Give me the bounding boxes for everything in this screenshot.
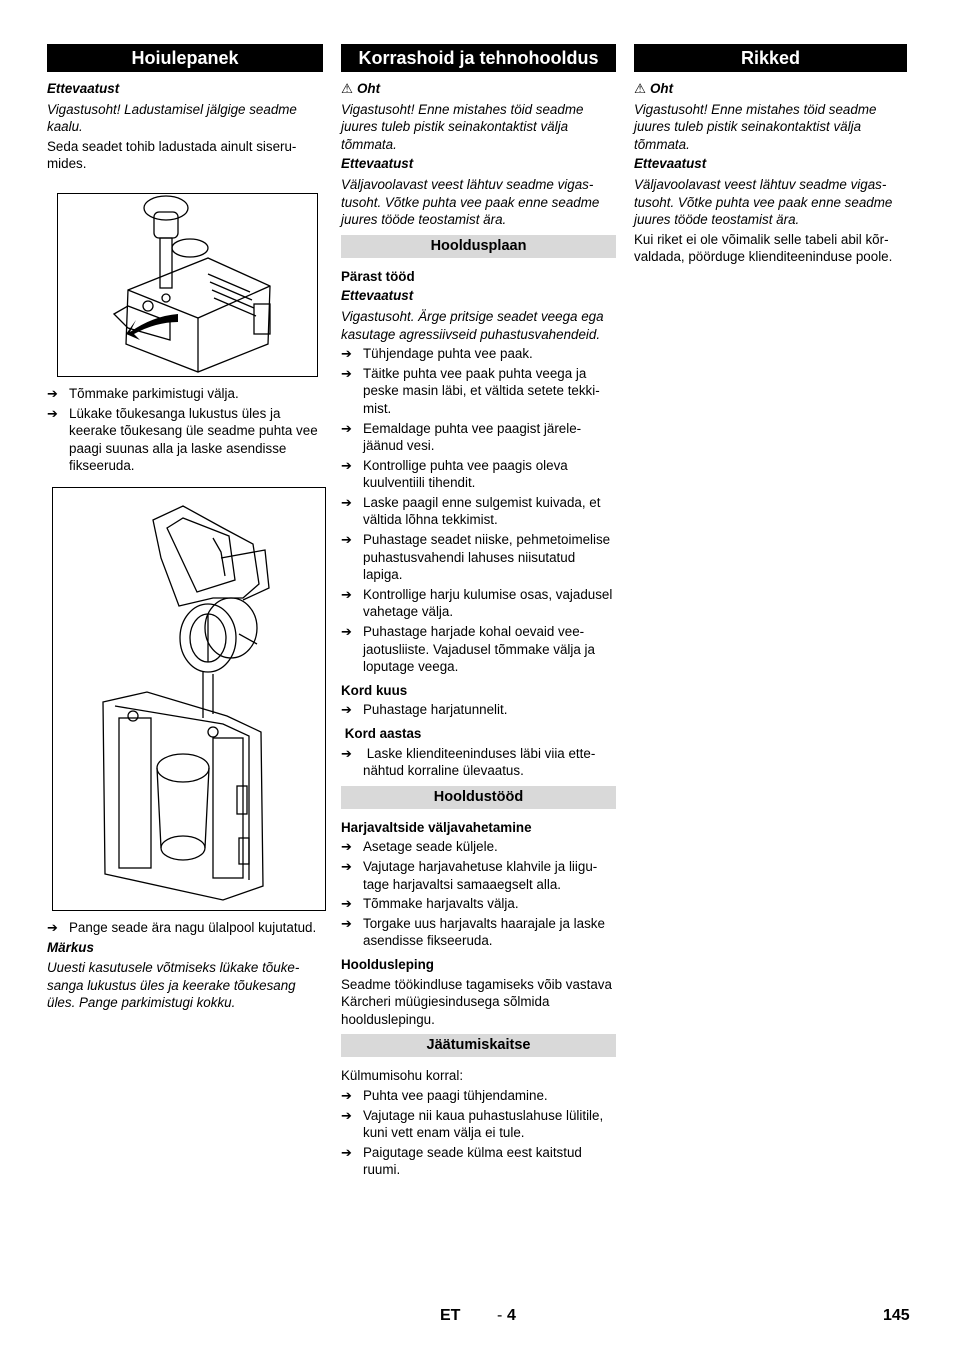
frost-intro: Külmumisohu korral: bbox=[341, 1068, 464, 1084]
arrow-right-icon: ➔ bbox=[341, 896, 352, 912]
frost-steps bbox=[341, 1087, 616, 1179]
after-work-label: Pärast tööd bbox=[341, 268, 415, 284]
illustration-machine-top bbox=[58, 194, 317, 376]
brush-change-label: Harjavaltside väljavahetamine bbox=[341, 819, 532, 835]
arrow-right-icon: ➔ bbox=[341, 1144, 352, 1160]
list-item: ➔ Eemaldage puhta vee paagist järelejäänud vesi. bbox=[341, 420, 582, 454]
arrow-right-icon: ➔ bbox=[47, 385, 58, 401]
section-heading-maintenance: Korrashoid ja tehnohooldus bbox=[341, 44, 616, 72]
list-item: ➔ Täitke puhta vee paak puhta veega ja peske masin läbi, et vältida setete tekkimist. bbox=[341, 365, 600, 416]
monthly-steps bbox=[341, 701, 616, 719]
arrow-right-icon: ➔ bbox=[341, 624, 352, 640]
list-item: ➔ Tõmmake harjavalts välja. bbox=[341, 896, 519, 912]
contract-label: Hooldusleping bbox=[341, 956, 434, 972]
fault-text: Kui riket ei ole võimalik selle tabeli abil kõrvaldada, pöörduge klienditeeninduse poole. bbox=[634, 231, 893, 265]
danger-text: Vigastusoht! Enne mistahes töid seadme juures tuleb pistik seinakontaktist välja tõmmata. bbox=[634, 101, 877, 152]
subheading-maintenance-work: Hooldustööd bbox=[341, 786, 616, 809]
note-text: Uuesti kasutusele võtmiseks lükake tõukesanga lukustus üles ja keerake tõukesang üles. Pange parkimistugi kokku. bbox=[47, 960, 300, 1011]
warning-triangle-icon: ⚠ bbox=[341, 81, 354, 96]
list-item: ➔ Pange seade ära nagu ülalpool kujutatud. bbox=[47, 919, 317, 935]
caution-text: Väljavoolavast veest lähtuv seadme vigastusoht. Võtke puhta vee paak enne seadme juures tööde teostamist ära. bbox=[634, 176, 893, 228]
arrow-right-icon: ➔ bbox=[341, 702, 352, 718]
column-storage bbox=[47, 44, 323, 1014]
danger-label: ⚠ Oht bbox=[634, 81, 674, 96]
footer-page-separator: - bbox=[497, 1307, 503, 1324]
storage-steps-list-2 bbox=[47, 919, 323, 937]
list-item: ➔ Paigutage seade külma eest kaitstud ruumi. bbox=[341, 1144, 582, 1178]
arrow-right-icon: ➔ bbox=[47, 919, 58, 935]
list-item: ➔ Asetage seade küljele. bbox=[341, 839, 498, 855]
section-heading-faults: Rikked bbox=[634, 44, 907, 72]
arrow-right-icon: ➔ bbox=[341, 457, 352, 473]
list-item: ➔ Laske paagil enne sulgemist kuivada, et vältida lõhna tekkimist. bbox=[341, 494, 601, 528]
list-item: ➔ Lükake tõukesanga lukustus üles ja keerake tõukesang üle seadme puhta vee paagi suunas alla ja laske asendisse fikseeruda. bbox=[47, 405, 318, 474]
list-item: ➔ Kontrollige harju kulumise osas, vajadusel vahetage välja. bbox=[341, 586, 613, 620]
warning-triangle-icon: ⚠ bbox=[634, 81, 647, 96]
column-faults bbox=[634, 44, 907, 268]
caution-text: Väljavoolavast veest lähtuv seadme vigastusoht. Võtke puhta vee paak enne seadme juures tööde teostamist ära. bbox=[341, 176, 600, 228]
contract-text: Seadme töökindluse tagamiseks võib vastava Kärcheri müügiesindusega sõlmida hoolduslepingu. bbox=[341, 976, 612, 1027]
note-label: Märkus bbox=[47, 939, 94, 955]
subheading-frost-protection: Jäätumiskaitse bbox=[341, 1034, 616, 1057]
arrow-right-icon: ➔ bbox=[341, 839, 352, 855]
after-caution-label: Ettevaatust bbox=[341, 288, 414, 304]
caution-label: Ettevaatust bbox=[47, 81, 120, 96]
list-item: ➔ Vajutage nii kaua puhastuslahuse lülitile, kuni vett enam välja ei tule. bbox=[341, 1107, 604, 1141]
list-item: ➔ Puhastage harjatunnelit. bbox=[341, 702, 508, 718]
arrow-right-icon: ➔ bbox=[341, 420, 352, 436]
figure-parking-support bbox=[57, 193, 318, 377]
arrow-right-icon: ➔ bbox=[341, 745, 352, 761]
yearly-label: Kord aastas bbox=[341, 726, 422, 741]
arrow-right-icon: ➔ bbox=[341, 1107, 352, 1123]
footer-page-local: 4 bbox=[507, 1307, 516, 1324]
after-caution-text: Vigastusoht. Ärge pritsige seadet veega ega kasutage agressiivseid puhastusvahendeid. bbox=[341, 308, 604, 342]
figure-folded-handle bbox=[52, 487, 326, 911]
storage-steps-list bbox=[47, 385, 323, 475]
arrow-right-icon: ➔ bbox=[341, 532, 352, 548]
arrow-right-icon: ➔ bbox=[341, 586, 352, 602]
list-item: ➔ Laske klienditeeninduses läbi viia ettenähtud korraline ülevaatus. bbox=[341, 745, 596, 779]
danger-text: Vigastusoht! Enne mistahes töid seadme juures tuleb pistik seinakontaktist välja tõmmata. bbox=[341, 101, 584, 152]
arrow-right-icon: ➔ bbox=[47, 405, 58, 421]
subheading-maintenance-plan: Hooldusplaan bbox=[341, 235, 616, 258]
arrow-right-icon: ➔ bbox=[341, 494, 352, 510]
arrow-right-icon: ➔ bbox=[341, 346, 352, 362]
arrow-right-icon: ➔ bbox=[341, 858, 352, 874]
storage-text: Seda seadet tohib ladustada ainult siserumides. bbox=[47, 138, 297, 172]
list-item: ➔ Tõmmake parkimistugi välja. bbox=[47, 385, 239, 401]
section-heading-storage: Hoiulepanek bbox=[47, 44, 323, 72]
yearly-steps bbox=[341, 745, 616, 780]
caution-text: Vigastusoht! Ladustamisel jälgige seadme kaalu. bbox=[47, 101, 297, 135]
monthly-label: Kord kuus bbox=[341, 682, 408, 698]
brush-change-steps bbox=[341, 838, 616, 950]
list-item: ➔ Vajutage harjavahetuse klahvile ja liigutage harjavaltsi samaaegselt alla. bbox=[341, 858, 598, 892]
column-maintenance bbox=[341, 44, 616, 1181]
list-item: ➔ Puhta vee paagi tühjendamine. bbox=[341, 1087, 548, 1103]
after-work-steps bbox=[341, 345, 616, 676]
list-item: ➔ Puhastage harjade kohal oevaid veejaotusliiste. Vajadusel tõmmake välja ja loputage veega. bbox=[341, 624, 595, 675]
list-item: ➔ Kontrollige puhta vee paagis oleva kuulventiili tihendit. bbox=[341, 457, 568, 491]
caution-label: Ettevaatust bbox=[634, 156, 707, 172]
list-item: ➔ Tühjendage puhta vee paak. bbox=[341, 346, 533, 362]
list-item: ➔ Puhastage seadet niiske, pehmetoimelise puhastusvahendi lahuses niisutatud lapiga. bbox=[341, 532, 611, 583]
footer-page-number: 145 bbox=[883, 1307, 910, 1324]
list-item: ➔ Torgake uus harjavalts haarajale ja laske asendisse fikseeruda. bbox=[341, 915, 605, 949]
arrow-right-icon: ➔ bbox=[341, 915, 352, 931]
danger-label: ⚠ Oht bbox=[341, 81, 381, 96]
caution-label: Ettevaatust bbox=[341, 156, 414, 172]
arrow-right-icon: ➔ bbox=[341, 1087, 352, 1103]
illustration-machine-folded bbox=[53, 488, 325, 910]
arrow-right-icon: ➔ bbox=[341, 365, 352, 381]
footer-language: ET bbox=[440, 1307, 461, 1324]
